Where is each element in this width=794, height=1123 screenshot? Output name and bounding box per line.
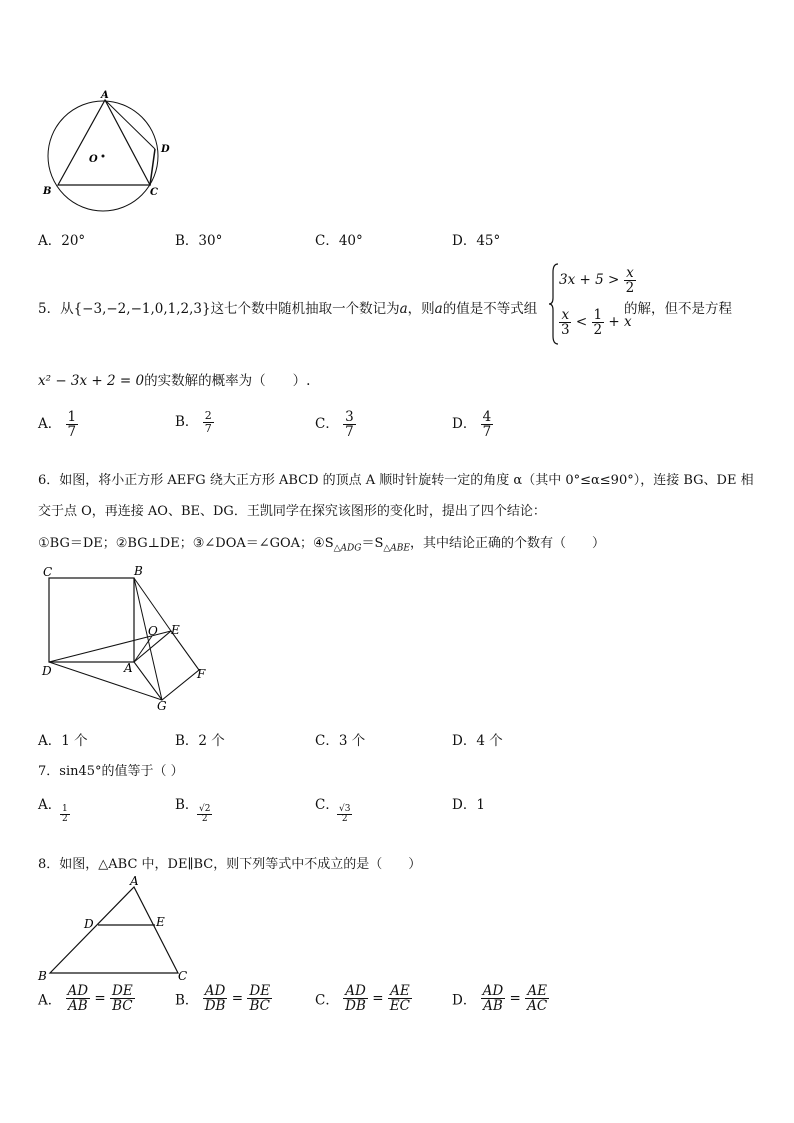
label-a: A: [130, 874, 139, 888]
q8-option-c[interactable]: [315, 984, 412, 1013]
option-fraction-left: [66, 984, 91, 1013]
label-b: B: [38, 969, 47, 983]
option-value: 30°: [198, 233, 223, 249]
ineq1-fraction: [624, 266, 637, 295]
q6-stem-line2: 交于点 O，再连接 AO、BE、DG．王凯同学在探究该图形的变化时，提出了四个结论：: [38, 504, 546, 519]
fraction-denominator: BC: [249, 998, 270, 1015]
ineq2-less-than: <: [575, 314, 588, 331]
label-a: A: [101, 90, 109, 101]
q5-var-a: a: [434, 301, 443, 317]
label-o: O: [148, 624, 158, 638]
fraction-denominator: 7: [482, 424, 492, 441]
option-fraction-left: [203, 984, 228, 1013]
label-c: C: [150, 187, 158, 198]
option-fraction-left: [481, 984, 506, 1013]
q5-text: 的值是不等式组: [442, 301, 538, 317]
q5-inequality-system: [549, 262, 635, 346]
q8-option-d[interactable]: [452, 984, 549, 1013]
equals-sign: =: [231, 990, 244, 1007]
square-aefg: [134, 631, 199, 700]
fraction-numerator: 2: [204, 409, 212, 423]
q5-equation: x² − 3x + 2 = 0: [38, 373, 145, 389]
fraction-denominator: 7: [204, 422, 212, 435]
option-letter: D．: [452, 992, 477, 1009]
option-letter: B．: [175, 233, 199, 249]
option-fraction: [60, 805, 70, 825]
q6-option-b[interactable]: [175, 729, 225, 749]
fraction-denominator: 2: [593, 322, 603, 339]
fraction-numerator: AD: [345, 983, 366, 999]
fraction-numerator: AD: [67, 983, 89, 999]
fraction-denominator: 7: [67, 424, 77, 441]
option-letter: D．: [452, 233, 477, 249]
q6-option-a[interactable]: [38, 729, 88, 749]
label-d: D: [42, 664, 52, 678]
fraction-numerator: √2: [199, 804, 211, 814]
fraction-numerator: 1: [593, 307, 603, 323]
fraction-numerator: AE: [527, 983, 547, 999]
square-abcd: [49, 578, 134, 662]
q5-number-set: {−3,−2,−1,0,1,2,3}: [73, 301, 211, 317]
q6-squares-figure: [38, 562, 218, 712]
equals-sign: =: [372, 990, 384, 1007]
label-c: C: [178, 969, 188, 983]
option-value: 2 个: [198, 733, 225, 749]
fraction-denominator: AC: [527, 998, 548, 1015]
q6-stem-line3: [38, 532, 605, 554]
option-letter: A．: [38, 992, 62, 1009]
fraction-numerator: AD: [482, 983, 504, 999]
q5-text: 的实数解的概率为（ ）.: [144, 373, 311, 389]
ineq1-left: 3x + 5 >: [559, 272, 620, 289]
fraction-denominator: 7: [345, 424, 354, 441]
fraction-numerator: 3: [345, 409, 354, 425]
q6-question-tail: ，其中结论正确的个数有（ ）: [409, 536, 605, 551]
option-letter: D．: [452, 797, 477, 813]
option-letter: C．: [315, 416, 339, 433]
fraction-denominator: 2: [625, 280, 635, 297]
option-letter: C．: [315, 233, 339, 249]
option-value: 4 个: [476, 733, 503, 749]
option-fraction-left: [343, 984, 368, 1013]
q5-stem-line1: [38, 297, 537, 317]
ineq2-fraction-right: [592, 308, 605, 337]
subscript-adg: △ADG: [333, 543, 362, 554]
q7-option-c[interactable]: [315, 793, 351, 825]
fraction-denominator: 2: [62, 814, 68, 825]
fraction-numerator: DE: [249, 983, 271, 999]
question-number: 5．: [38, 301, 61, 317]
label-d: D: [161, 144, 170, 155]
q5-option-d[interactable]: [452, 410, 493, 439]
fraction-denominator: DB: [345, 998, 366, 1015]
fraction-denominator: EC: [389, 998, 410, 1015]
triangle-abc: [50, 887, 178, 973]
label-b: B: [134, 564, 143, 578]
option-letter: D．: [452, 416, 477, 433]
option-fraction-right: [388, 984, 412, 1013]
option-fraction: [337, 805, 352, 825]
equals-sign: =: [509, 990, 521, 1007]
option-letter: A．: [38, 416, 62, 433]
fraction-numerator: x: [561, 307, 570, 323]
left-brace-icon: [549, 262, 559, 346]
q7-option-a[interactable]: [38, 793, 68, 825]
q6-equals: ＝S: [361, 536, 384, 551]
option-letter: A．: [38, 233, 62, 249]
q8-stem: 8．如图，△ABC 中，DE∥BC，则下列等式中不成立的是（ ）: [38, 857, 422, 872]
q5-text: ，则: [407, 301, 435, 317]
option-letter: B．: [175, 414, 199, 430]
q4-option-a[interactable]: [38, 229, 85, 249]
option-letter: B．: [175, 797, 199, 813]
option-letter: A．: [38, 797, 62, 813]
q5-option-a[interactable]: [38, 410, 78, 439]
line-dg: [49, 662, 162, 700]
label-o: O: [89, 154, 98, 165]
equals-sign: =: [94, 990, 106, 1007]
label-e: E: [156, 915, 165, 929]
option-fraction-right: [110, 984, 135, 1013]
option-value: 3 个: [338, 733, 366, 749]
fraction-denominator: 2: [201, 814, 208, 825]
option-fraction: [481, 410, 494, 439]
subscript-abe: △ABE: [383, 543, 410, 554]
option-value: 1: [476, 797, 485, 813]
option-value: 20°: [61, 233, 86, 249]
fraction-denominator: BC: [112, 998, 133, 1015]
option-fraction: [66, 410, 79, 439]
fraction-numerator: x: [626, 265, 634, 281]
option-letter: B．: [175, 733, 199, 749]
fraction-denominator: AB: [68, 998, 88, 1015]
ineq2-fraction-left: [559, 308, 572, 337]
fraction-denominator: DB: [204, 998, 226, 1015]
center-dot: [102, 155, 105, 158]
q7-stem: 7．sin45°的值等于（ ）: [38, 764, 184, 779]
q6-conclusions: ①BG＝DE；②BG⊥DE；③∠DOA＝∠GOA；④S: [38, 536, 334, 551]
label-b: B: [43, 186, 52, 197]
q5-text: 从: [60, 301, 74, 317]
option-letter: A．: [38, 733, 62, 749]
label-a: A: [124, 661, 133, 675]
label-g: G: [157, 699, 167, 712]
option-fraction-right: [525, 984, 549, 1013]
q5-stem-tail: 的解，但不是方程: [624, 301, 732, 317]
fraction-numerator: 1: [67, 409, 77, 425]
q6-option-c[interactable]: [315, 729, 365, 749]
q6-stem-line1: 6．如图，将小正方形 AEFG 绕大正方形 ABCD 的顶点 A 顺时针旋转一定的角度 α（其中 0°≤α≤90°），连接 BG、DE 相: [38, 473, 754, 488]
q5-text: 这七个数中随机抽取一个数记为: [210, 301, 400, 317]
q5-stem-line2: [38, 369, 310, 389]
q4-option-c[interactable]: [315, 229, 363, 249]
fraction-numerator: DE: [112, 983, 133, 999]
q7-option-b[interactable]: [175, 793, 211, 825]
q4-option-d[interactable]: [452, 229, 500, 249]
option-value: 1 个: [61, 733, 88, 749]
option-letter: C．: [315, 992, 339, 1009]
fraction-numerator: √3: [339, 804, 351, 814]
q8-option-b[interactable]: [175, 984, 272, 1013]
label-c: C: [43, 565, 53, 579]
fraction-denominator: 3: [561, 322, 570, 339]
q4-option-b[interactable]: [175, 229, 222, 249]
option-letter: B．: [175, 992, 199, 1009]
label-e: E: [171, 623, 180, 637]
q8-option-a[interactable]: [38, 984, 135, 1013]
option-value: 40°: [338, 233, 363, 249]
option-fraction: [197, 805, 212, 825]
inequality-2: [559, 308, 632, 337]
option-fraction: [343, 410, 356, 439]
option-letter: C．: [315, 797, 339, 813]
q5-var-a: a: [399, 301, 408, 317]
inequality-1: [559, 266, 636, 295]
fraction-numerator: 4: [482, 409, 492, 425]
option-fraction: [203, 410, 214, 434]
ineq2-right: + x: [608, 314, 632, 331]
q6-option-d[interactable]: [452, 729, 503, 749]
option-letter: C．: [315, 733, 339, 749]
option-fraction-right: [247, 984, 272, 1013]
fraction-numerator: AD: [204, 983, 226, 999]
q4-circle-figure: [38, 86, 178, 216]
label-d: D: [84, 917, 94, 931]
q5-option-b[interactable]: [175, 410, 214, 435]
fraction-denominator: 2: [341, 814, 348, 825]
label-f: F: [197, 667, 206, 681]
fraction-numerator: AE: [390, 983, 410, 999]
q5-option-c[interactable]: [315, 410, 356, 439]
fraction-denominator: AB: [483, 998, 503, 1015]
q7-option-d[interactable]: [452, 793, 485, 813]
fraction-numerator: 1: [62, 804, 68, 814]
option-value: 45°: [476, 233, 501, 249]
option-letter: D．: [452, 733, 477, 749]
q8-triangle-figure: [36, 873, 196, 985]
